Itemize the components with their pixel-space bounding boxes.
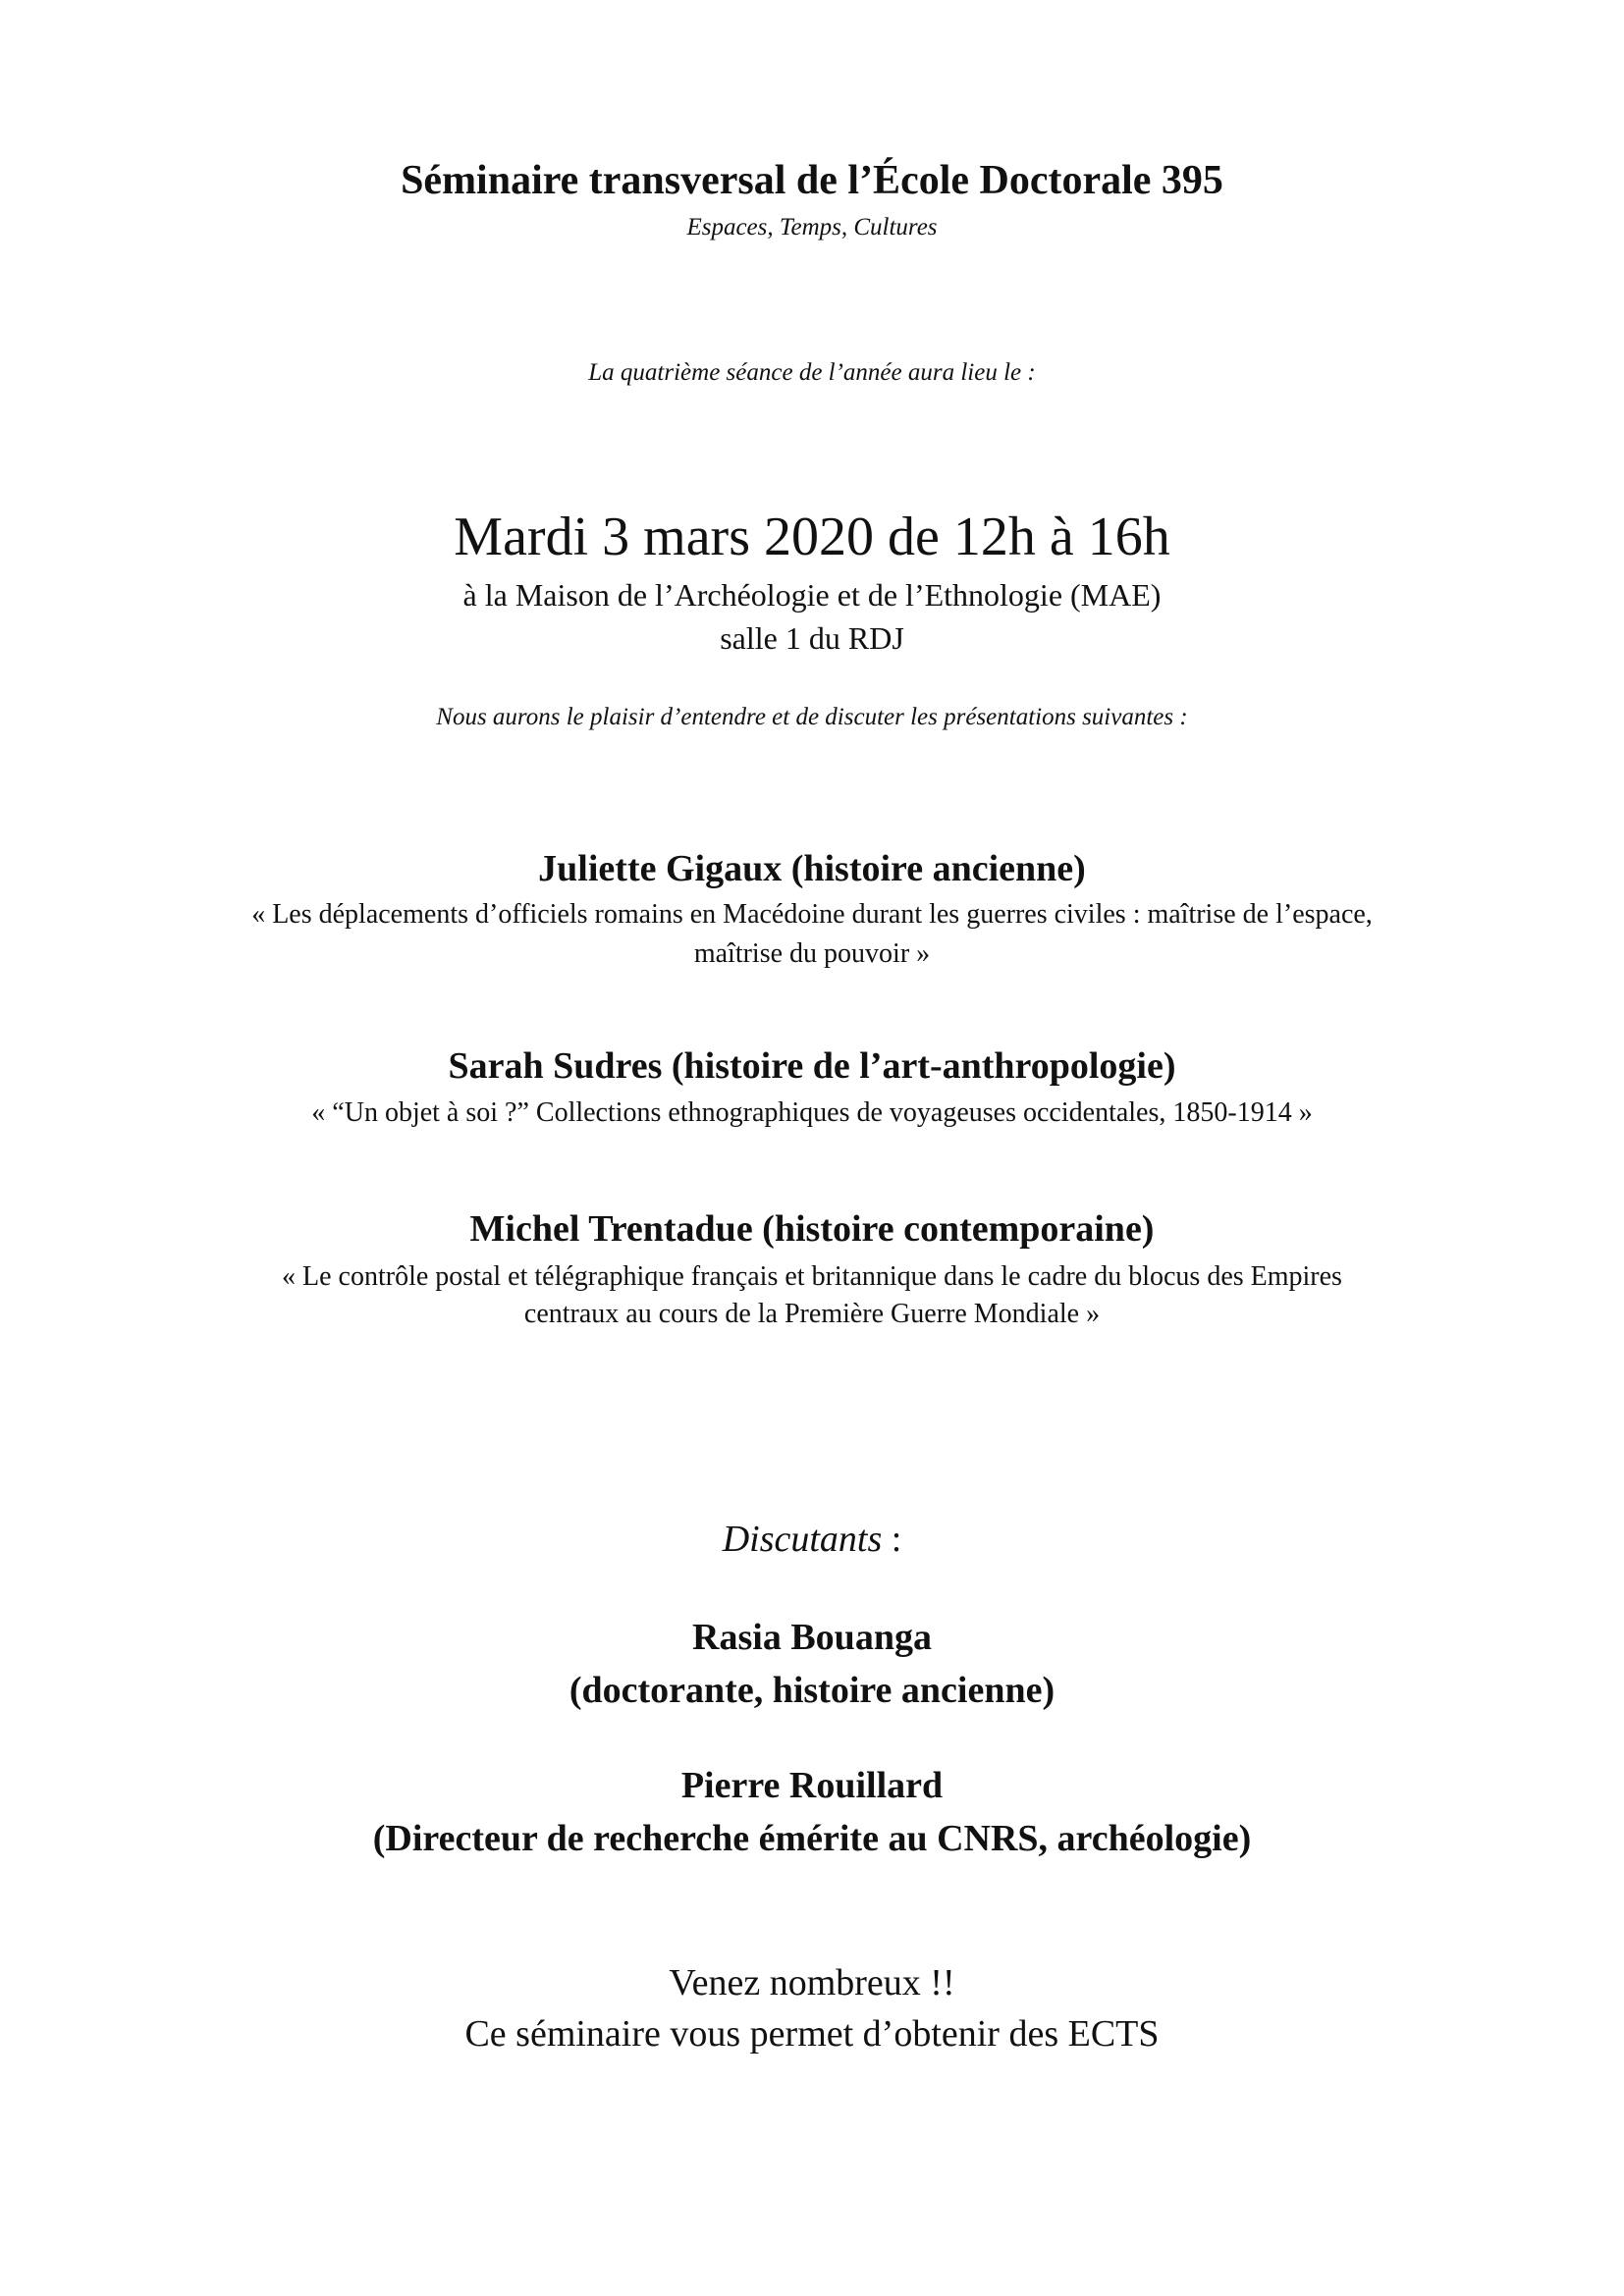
presentation-title: « Le contrôle postal et télégraphique français et britannique dans le cadre du blocus des Empires: [282, 1261, 1342, 1292]
closing-invitation: Venez nombreux !!: [669, 1962, 955, 2003]
discussant-role: (doctorante, histoire ancienne): [568, 1670, 1056, 1711]
event-date: Mardi 3 mars 2020 de 12h à 16h: [454, 507, 1170, 567]
closing-ects-note: Ce séminaire vous permet d’obtenir des ECTS: [464, 2013, 1160, 2055]
discussants-label: Discutants: [722, 1519, 883, 1560]
presentation-title: centraux au cours de la Première Guerre Mondiale »: [523, 1299, 1101, 1329]
discussant-role: (Directeur de recherche émérite au CNRS, archéologie): [372, 1818, 1252, 1859]
page-subtitle: Espaces, Temps, Cultures: [686, 214, 938, 240]
speaker-name: Juliette Gigaux (histoire ancienne): [538, 848, 1086, 889]
presentation-title: maîtrise du pouvoir »: [693, 938, 931, 969]
discussant-name: Pierre Rouillard: [680, 1765, 944, 1806]
speaker-name: Sarah Sudres (histoire de l’art-anthropologie): [448, 1045, 1176, 1087]
session-intro: La quatrième séance de l’année aura lieu le :: [588, 359, 1036, 386]
event-venue: à la Maison de l’Archéologie et de l’Ethnologie (MAE): [462, 577, 1162, 613]
page-title: Séminaire transversal de l’École Doctorale 395: [401, 158, 1223, 203]
event-room: salle 1 du RDJ: [720, 620, 904, 656]
presentations-intro: Nous aurons le plaisir d’entendre et de discuter les présentations suivantes :: [436, 704, 1188, 730]
discussants-heading: [0, 1518, 1624, 1561]
presentation-title: « “Un objet à soi ?” Collections ethnographiques de voyageuses occidentales, 1850-1914 »: [311, 1097, 1313, 1128]
speaker-name: Michel Trentadue (histoire contemporaine): [469, 1208, 1155, 1250]
discussant-name: Rasia Bouanga: [692, 1617, 932, 1658]
presentation-title: « Les déplacements d’officiels romains en Macédoine durant les guerres civiles : maîtrise de l’espace,: [251, 899, 1373, 930]
discussants-label-suffix: :: [882, 1519, 902, 1560]
